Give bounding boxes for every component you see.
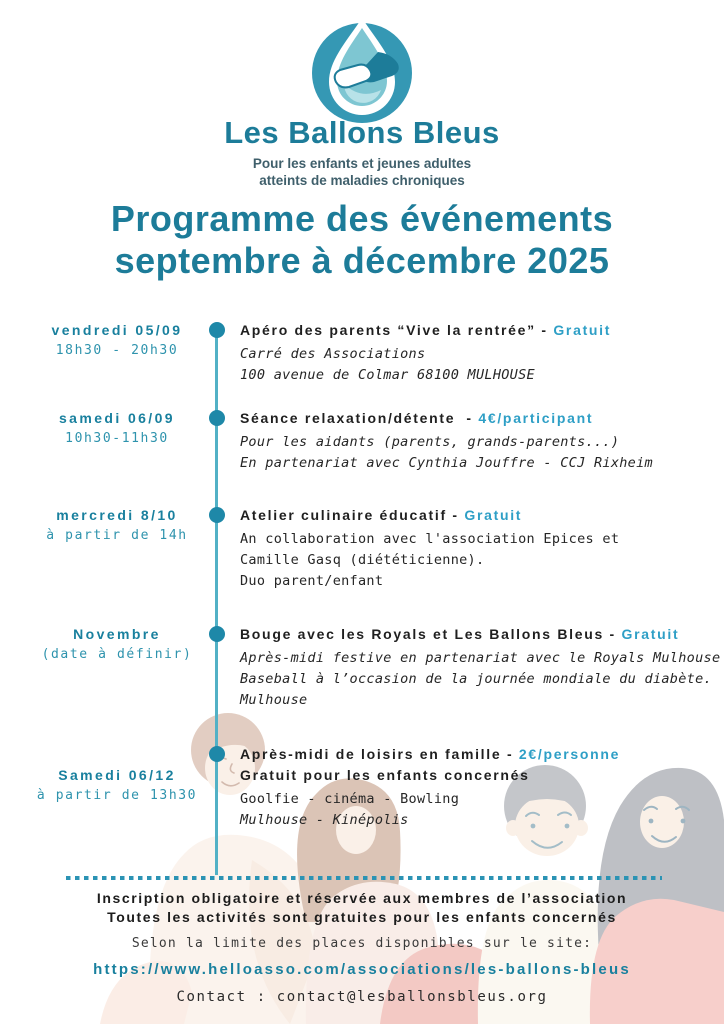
timeline-dot-cell: [200, 624, 234, 711]
event-time-line: 10h30-11h30: [65, 431, 169, 446]
event-title-text: Séance relaxation/détente -: [240, 410, 473, 426]
event-time-line: 18h30 - 20h30: [55, 343, 179, 358]
event-detail-line: Baseball à l’occasion de la journée mondiale du diabète.: [240, 671, 712, 687]
tagline-line-2: atteints de maladies chroniques: [259, 173, 465, 188]
contact-email[interactable]: Contact : contact@lesballonsbleus.org: [176, 989, 548, 1005]
event-title: [240, 744, 720, 765]
event-date: [34, 408, 200, 474]
website-link[interactable]: https://www.helloasso.com/associations/les-ballons-bleus: [93, 961, 631, 978]
event-details: [240, 432, 720, 474]
event-title: [240, 505, 720, 526]
event-details: [240, 344, 720, 386]
event-price: Gratuit: [464, 507, 523, 523]
event-title: [240, 320, 720, 341]
footer-bold-line-1: Inscription obligatoire et réservée aux membres de l’association: [96, 890, 628, 906]
event-detail-line: Goolfie - cinéma - Bowling: [240, 791, 460, 807]
event-detail-line: Mulhouse - Kinépolis: [240, 812, 409, 828]
event-date: [34, 505, 200, 592]
event-time-line: (date à définir): [41, 647, 193, 662]
event-content: [234, 408, 720, 474]
event-detail-line: Pour les aidants (parents, grands-parents...): [240, 434, 620, 450]
event-row: [34, 624, 720, 711]
footer-bold-line-2: Toutes les activités sont gratuites pour les enfants concernés: [107, 909, 617, 925]
event-date: [34, 624, 200, 711]
event-detail-line: Carré des Associations: [240, 346, 426, 362]
timeline-dot: [209, 626, 225, 642]
event-price: 2€/personne: [518, 746, 621, 762]
timeline-dot-cell: [200, 505, 234, 592]
event-detail-line: Duo parent/enfant: [240, 573, 384, 589]
event-content: [234, 505, 720, 592]
timeline-dot: [209, 507, 225, 523]
event-time-line: à partir de 13h30: [36, 788, 198, 803]
page-title-line-2: septembre à décembre 2025: [114, 240, 610, 281]
event-detail-line: En partenariat avec Cynthia Jouffre - CCJ Rixheim: [240, 455, 653, 471]
event-date-line: mercredi 8/10: [56, 507, 178, 523]
event-title-text: Après-midi de loisirs en famille -: [240, 746, 514, 762]
event-row: [34, 744, 720, 831]
timeline-dot-cell: [200, 408, 234, 474]
event-row: [34, 408, 720, 474]
event-date-line: vendredi 05/09: [51, 322, 183, 338]
event-title: [240, 408, 720, 429]
event-date-line: Novembre: [73, 626, 161, 642]
event-title: [240, 624, 720, 645]
footer: [0, 889, 724, 1005]
event-detail-line: 100 avenue de Colmar 68100 MULHOUSE: [240, 367, 535, 383]
event-date: [34, 744, 200, 831]
event-content: [234, 744, 720, 831]
event-detail-line: Après-midi festive en partenariat avec le Royals Mulhouse: [240, 650, 721, 666]
timeline-dot: [209, 746, 225, 762]
event-price: Gratuit: [553, 322, 612, 338]
event-detail-line: An collaboration avec l'association Epices et: [240, 531, 620, 547]
event-title-text: Atelier culinaire éducatif -: [240, 507, 459, 523]
event-date-line: samedi 06/09: [59, 410, 175, 426]
event-date: [34, 320, 200, 386]
event-price: 4€/participant: [478, 410, 594, 426]
event-date-line: Samedi 06/12: [58, 767, 176, 783]
footer-note: Selon la limite des places disponibles sur le site:: [131, 936, 593, 951]
event-details: [240, 789, 720, 831]
dotted-divider: [66, 876, 662, 880]
event-row: [34, 320, 720, 386]
event-time-line: à partir de 14h: [46, 528, 188, 543]
event-price: Gratuit: [621, 626, 680, 642]
event-title-text: Bouge avec les Royals et Les Ballons Bleus -: [240, 626, 616, 642]
tagline-line-1: Pour les enfants et jeunes adultes: [252, 156, 472, 171]
event-details: [240, 648, 720, 711]
event-content: [234, 624, 720, 711]
event-title-text: Apéro des parents “Vive la rentrée” -: [240, 322, 548, 338]
timeline-dot: [209, 410, 225, 426]
event-row: [34, 505, 720, 592]
event-content: [234, 320, 720, 386]
event-detail-line: Camille Gasq (diététicienne).: [240, 552, 485, 568]
timeline-dot: [209, 322, 225, 338]
timeline-dot-cell: [200, 320, 234, 386]
event-details: [240, 529, 720, 592]
page-title-line-1: Programme des événements: [110, 198, 614, 239]
timeline-dot-cell: [200, 744, 234, 831]
event-detail-line: Mulhouse: [240, 692, 308, 708]
org-name: Les Ballons Bleus: [224, 115, 500, 150]
event-title2: Gratuit pour les enfants concernés: [240, 767, 530, 783]
